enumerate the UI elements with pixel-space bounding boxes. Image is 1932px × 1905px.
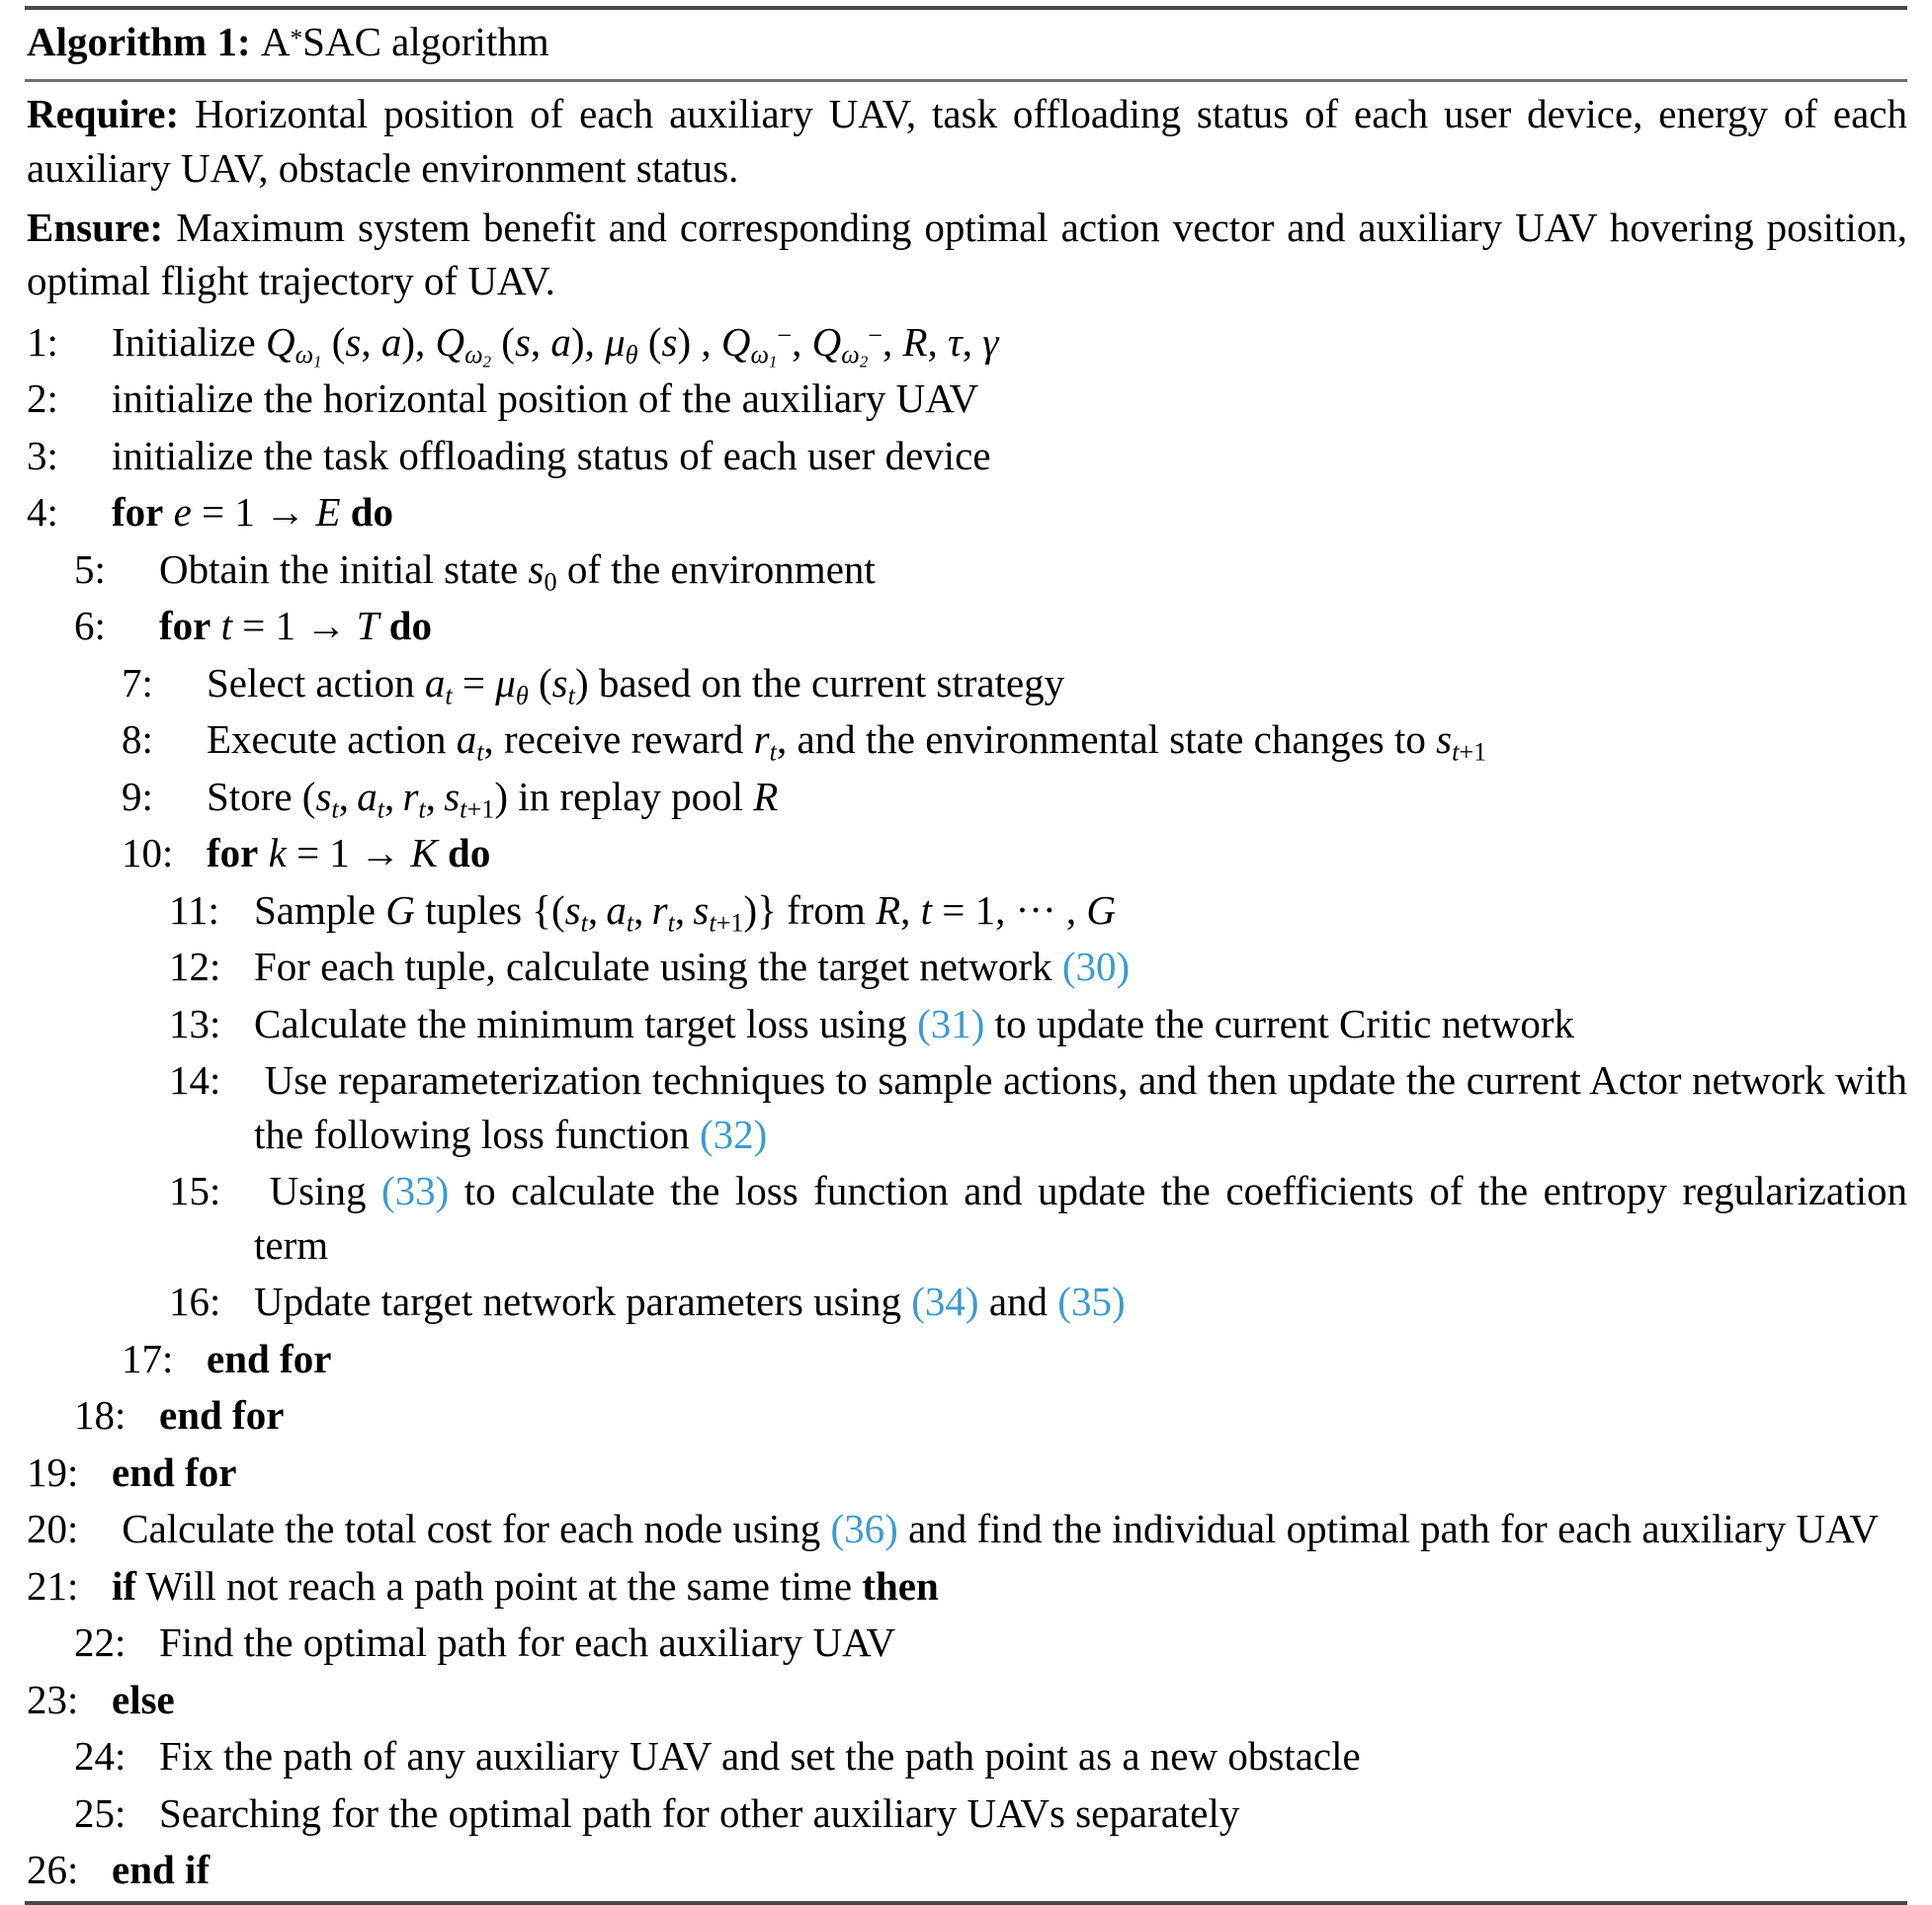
algorithm-step xyxy=(25,426,1907,483)
step-text: else xyxy=(112,1676,175,1722)
algorithm-step xyxy=(167,1050,1907,1161)
step-text: end for xyxy=(112,1449,237,1495)
step-text: Store ($s_t$, $a_t$, $r_t$, $s_{t+1}$) in replay pool R xyxy=(207,773,779,823)
step-number: 7: xyxy=(122,659,153,705)
step-text: for t = 1 → T do xyxy=(159,603,433,649)
algorithm-name-text: A xyxy=(260,19,291,64)
algorithm-step xyxy=(120,823,1907,880)
step-text: Update target network parameters using (34) and (35) xyxy=(254,1279,1126,1325)
step-text: Calculate the total cost for each node using (36) and find the individual optimal path for each auxiliary UAV xyxy=(112,1506,1879,1552)
step-text: end if xyxy=(112,1847,210,1893)
step-number: 16: xyxy=(169,1279,221,1325)
algorithm-step xyxy=(167,937,1907,994)
step-text: Obtain the initial state $s_0$ of the environment xyxy=(159,545,876,596)
step-text: for e = 1 → E do xyxy=(112,489,394,536)
equation-reference[interactable]: (30) xyxy=(1061,944,1131,990)
asterisk-superscript: * xyxy=(290,24,303,52)
algorithm-step xyxy=(72,1783,1907,1841)
algorithm-step xyxy=(120,1329,1907,1386)
algorithm-step xyxy=(167,1272,1907,1329)
algorithm-step xyxy=(72,1613,1907,1670)
require-text: Horizontal position of each auxiliary UAV, task offloading status of each user device, energy of each auxiliary UAV, obstacle environment status. xyxy=(27,91,1908,191)
equation-reference[interactable]: (34) xyxy=(911,1279,979,1325)
step-number: 24: xyxy=(74,1733,126,1780)
rule-bottom xyxy=(25,1901,1907,1905)
algorithm-step xyxy=(25,1443,1907,1500)
step-number: 17: xyxy=(122,1335,174,1381)
algorithm-step xyxy=(72,596,1907,653)
algorithm-step xyxy=(120,767,1907,824)
step-text: for k = 1 → K do xyxy=(207,830,491,876)
step-text: Calculate the minimum target loss using (31) to update the current Critic network xyxy=(254,1000,1575,1046)
step-number: 13: xyxy=(169,1000,221,1046)
step-number: 20: xyxy=(27,1506,79,1552)
step-text: Sample G tuples {($s_t$, $a_t$, $r_t$, $s_{t+1}$)} from R, t = 1, ··· , G xyxy=(254,886,1116,938)
ensure-block xyxy=(25,196,1907,312)
step-number: 21: xyxy=(27,1562,79,1609)
step-number: 6: xyxy=(74,603,106,649)
step-number: 5: xyxy=(74,545,106,592)
algorithm-step xyxy=(72,1726,1907,1783)
step-text: initialize the horizontal position of the auxiliary UAV xyxy=(112,375,979,422)
algorithm-step xyxy=(25,312,1907,370)
step-text: Use reparameterization techniques to sample actions, and then update the current Actor network with the following loss function (32) xyxy=(254,1057,1907,1157)
step-text: Searching for the optimal path for other auxiliary UAVs separately xyxy=(159,1789,1240,1836)
equation-reference[interactable]: (32) xyxy=(699,1111,768,1157)
step-number: 2: xyxy=(27,375,58,422)
algorithm-caption-label: Algorithm 1: xyxy=(27,19,251,64)
equation-reference[interactable]: (36) xyxy=(830,1506,898,1552)
step-number: 8: xyxy=(122,716,153,763)
step-number: 4: xyxy=(27,489,58,536)
step-number: 14: xyxy=(169,1057,221,1104)
ensure-label: Ensure: xyxy=(27,204,164,250)
require-label: Require: xyxy=(27,91,180,137)
algorithm-step xyxy=(25,1499,1907,1556)
algorithm-block xyxy=(25,6,1907,1905)
algorithm-step xyxy=(25,369,1907,426)
step-number: 26: xyxy=(27,1847,79,1893)
step-number: 19: xyxy=(27,1449,79,1495)
algorithm-caption-title xyxy=(261,19,549,64)
step-text: Execute action $a_t$, receive reward $r_t$, and the environmental state changes to $s_{t+1}$ xyxy=(207,716,1487,767)
algorithm-step xyxy=(120,653,1907,710)
algorithm-step xyxy=(72,539,1907,597)
algorithm-step xyxy=(167,1161,1907,1272)
step-text: if Will not reach a path point at the same time then xyxy=(112,1562,939,1609)
step-text: For each tuple, calculate using the target network (30) xyxy=(254,944,1131,990)
step-number: 18: xyxy=(74,1392,126,1439)
step-number: 10: xyxy=(122,830,174,876)
equation-reference[interactable]: (35) xyxy=(1057,1279,1126,1325)
step-number: 25: xyxy=(74,1789,126,1836)
algorithm-name-rest: SAC algorithm xyxy=(302,19,549,64)
equation-reference[interactable]: (33) xyxy=(380,1168,450,1214)
step-number: 22: xyxy=(74,1619,126,1666)
step-number: 11: xyxy=(169,886,219,933)
step-number: 3: xyxy=(27,432,58,478)
step-text: Select action $a_t = \mu_\theta$ $(s_t)$ based on the current strategy xyxy=(207,659,1065,709)
step-text: Using (33) to calculate the loss function and update the coefficients of the entropy regularization term xyxy=(254,1168,1907,1268)
algorithm-step xyxy=(25,1556,1907,1614)
algorithm-step xyxy=(120,709,1907,767)
algorithm-step xyxy=(72,1385,1907,1443)
require-block xyxy=(25,82,1907,195)
step-number: 1: xyxy=(27,318,58,365)
step-text: initialize the task offloading status of each user device xyxy=(112,432,991,478)
algorithm-step xyxy=(25,1670,1907,1727)
step-number: 23: xyxy=(27,1676,79,1722)
step-text: end for xyxy=(207,1335,332,1381)
algorithm-caption xyxy=(25,10,1907,75)
algorithm-step xyxy=(167,880,1907,938)
algorithm-step xyxy=(25,482,1907,539)
step-text: Find the optimal path for each auxiliary UAV xyxy=(159,1619,896,1666)
step-text: end for xyxy=(159,1392,285,1439)
step-number: 12: xyxy=(169,944,221,990)
step-number: 9: xyxy=(122,773,153,819)
equation-reference[interactable]: (31) xyxy=(917,1000,985,1046)
ensure-text: Maximum system benefit and corresponding optimal action vector and auxiliary UAV hovering position, optimal flight trajectory of UAV. xyxy=(27,204,1907,304)
step-text: Fix the path of any auxiliary UAV and set the path point as a new obstacle xyxy=(159,1733,1361,1780)
step-number: 15: xyxy=(169,1168,221,1214)
algorithm-step xyxy=(25,1840,1907,1897)
step-text: Initialize $Q_{\omega_1}$ (s, a), $Q_{\omega_2}$ (s, a), $\mu_\theta$ (s) , $Q_{\omega_1}^-$, $Q_{\omega_2}^-$, R, τ, γ xyxy=(112,318,999,372)
algorithm-step xyxy=(167,994,1907,1051)
